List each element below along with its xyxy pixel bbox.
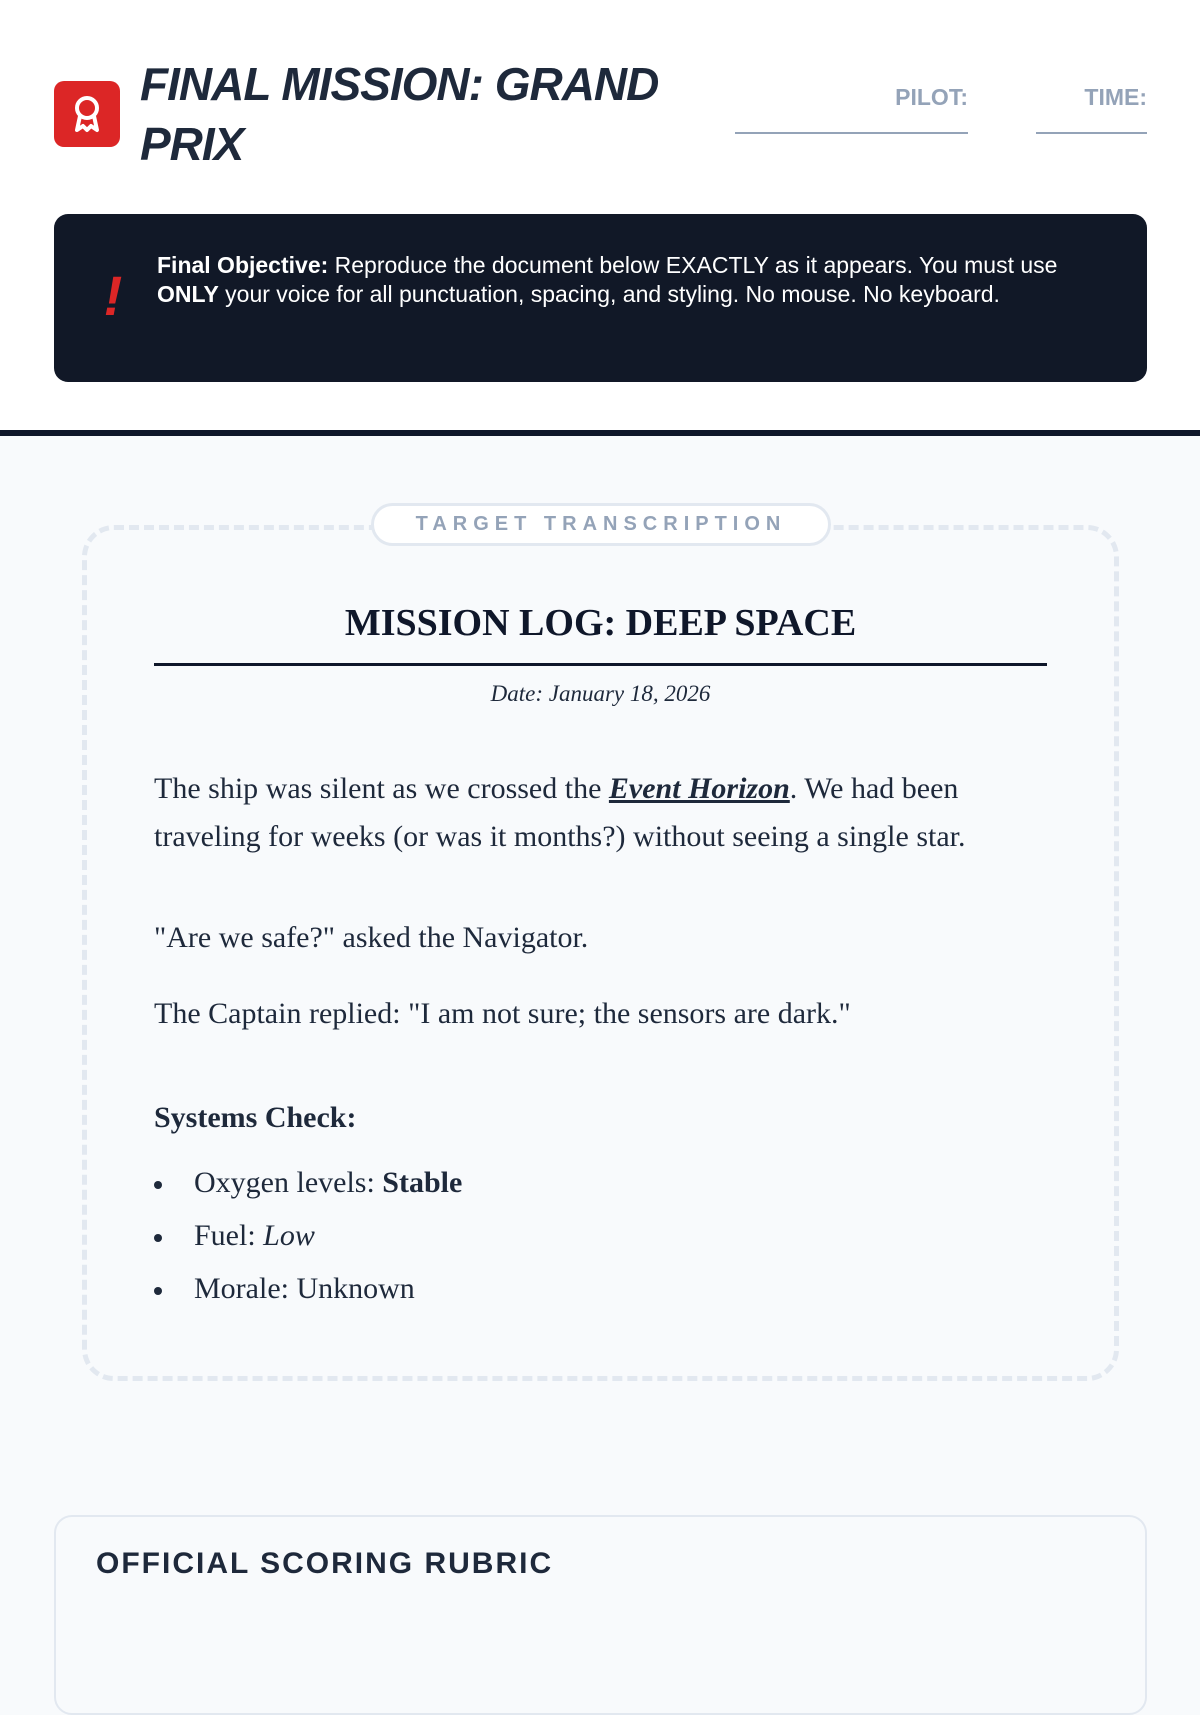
p1-after: . We had been traveling for weeks (or was it months?) without seeing a single star.: [154, 772, 966, 853]
objective-text-part1: Reproduce the document below EXACTLY as it appears. You must use: [328, 252, 1058, 278]
systems-list: [154, 1156, 1047, 1315]
page-title: FINAL MISSION: GRAND PRIX: [140, 58, 659, 170]
award-ribbon-icon: [54, 81, 120, 147]
check-value: Low: [263, 1219, 315, 1252]
list-item: [154, 1209, 1047, 1262]
pilot-field[interactable]: [735, 82, 968, 134]
objective-banner: [54, 214, 1147, 382]
time-label: TIME:: [1084, 84, 1147, 110]
list-item: [154, 1156, 1047, 1209]
p1-emphasis: Event Horizon: [608, 772, 790, 805]
page-header: [0, 0, 1200, 436]
rubric-title: OFFICIAL SCORING RUBRIC: [96, 1547, 554, 1580]
title-divider: [154, 663, 1047, 666]
objective-label: Final Objective:: [157, 252, 329, 278]
systems-heading: Systems Check:: [154, 1101, 357, 1134]
pilot-input-line[interactable]: [735, 132, 968, 134]
p1-before: The ship was silent as we crossed the: [154, 772, 609, 805]
time-input-line[interactable]: [1036, 132, 1147, 134]
scoring-rubric: [54, 1515, 1147, 1715]
objective-text: [157, 251, 1087, 309]
paragraph-1: [154, 765, 1047, 861]
exclamation-icon: !: [103, 264, 123, 327]
check-value: Stable: [382, 1166, 463, 1199]
document-date: Date: January 18, 2026: [490, 681, 711, 706]
paragraph-3: The Captain replied: "I am not sure; the sensors are dark.": [154, 997, 851, 1030]
paragraph-2: "Are we safe?" asked the Navigator.: [154, 921, 589, 954]
objective-only: ONLY: [157, 281, 219, 307]
pilot-label: PILOT:: [895, 84, 968, 110]
check-label: Oxygen levels:: [194, 1166, 383, 1199]
check-label: Morale:: [194, 1272, 297, 1305]
objective-text-part2: your voice for all punctuation, spacing, and styling. No mouse. No keyboard.: [218, 281, 1000, 307]
time-field[interactable]: [1036, 82, 1147, 134]
document-title: MISSION LOG: DEEP SPACE: [344, 602, 857, 644]
check-label: Fuel:: [194, 1219, 264, 1252]
list-item: [154, 1262, 1047, 1315]
card-tag: TARGET TRANSCRIPTION: [371, 503, 831, 546]
check-value: Unknown: [296, 1272, 415, 1305]
